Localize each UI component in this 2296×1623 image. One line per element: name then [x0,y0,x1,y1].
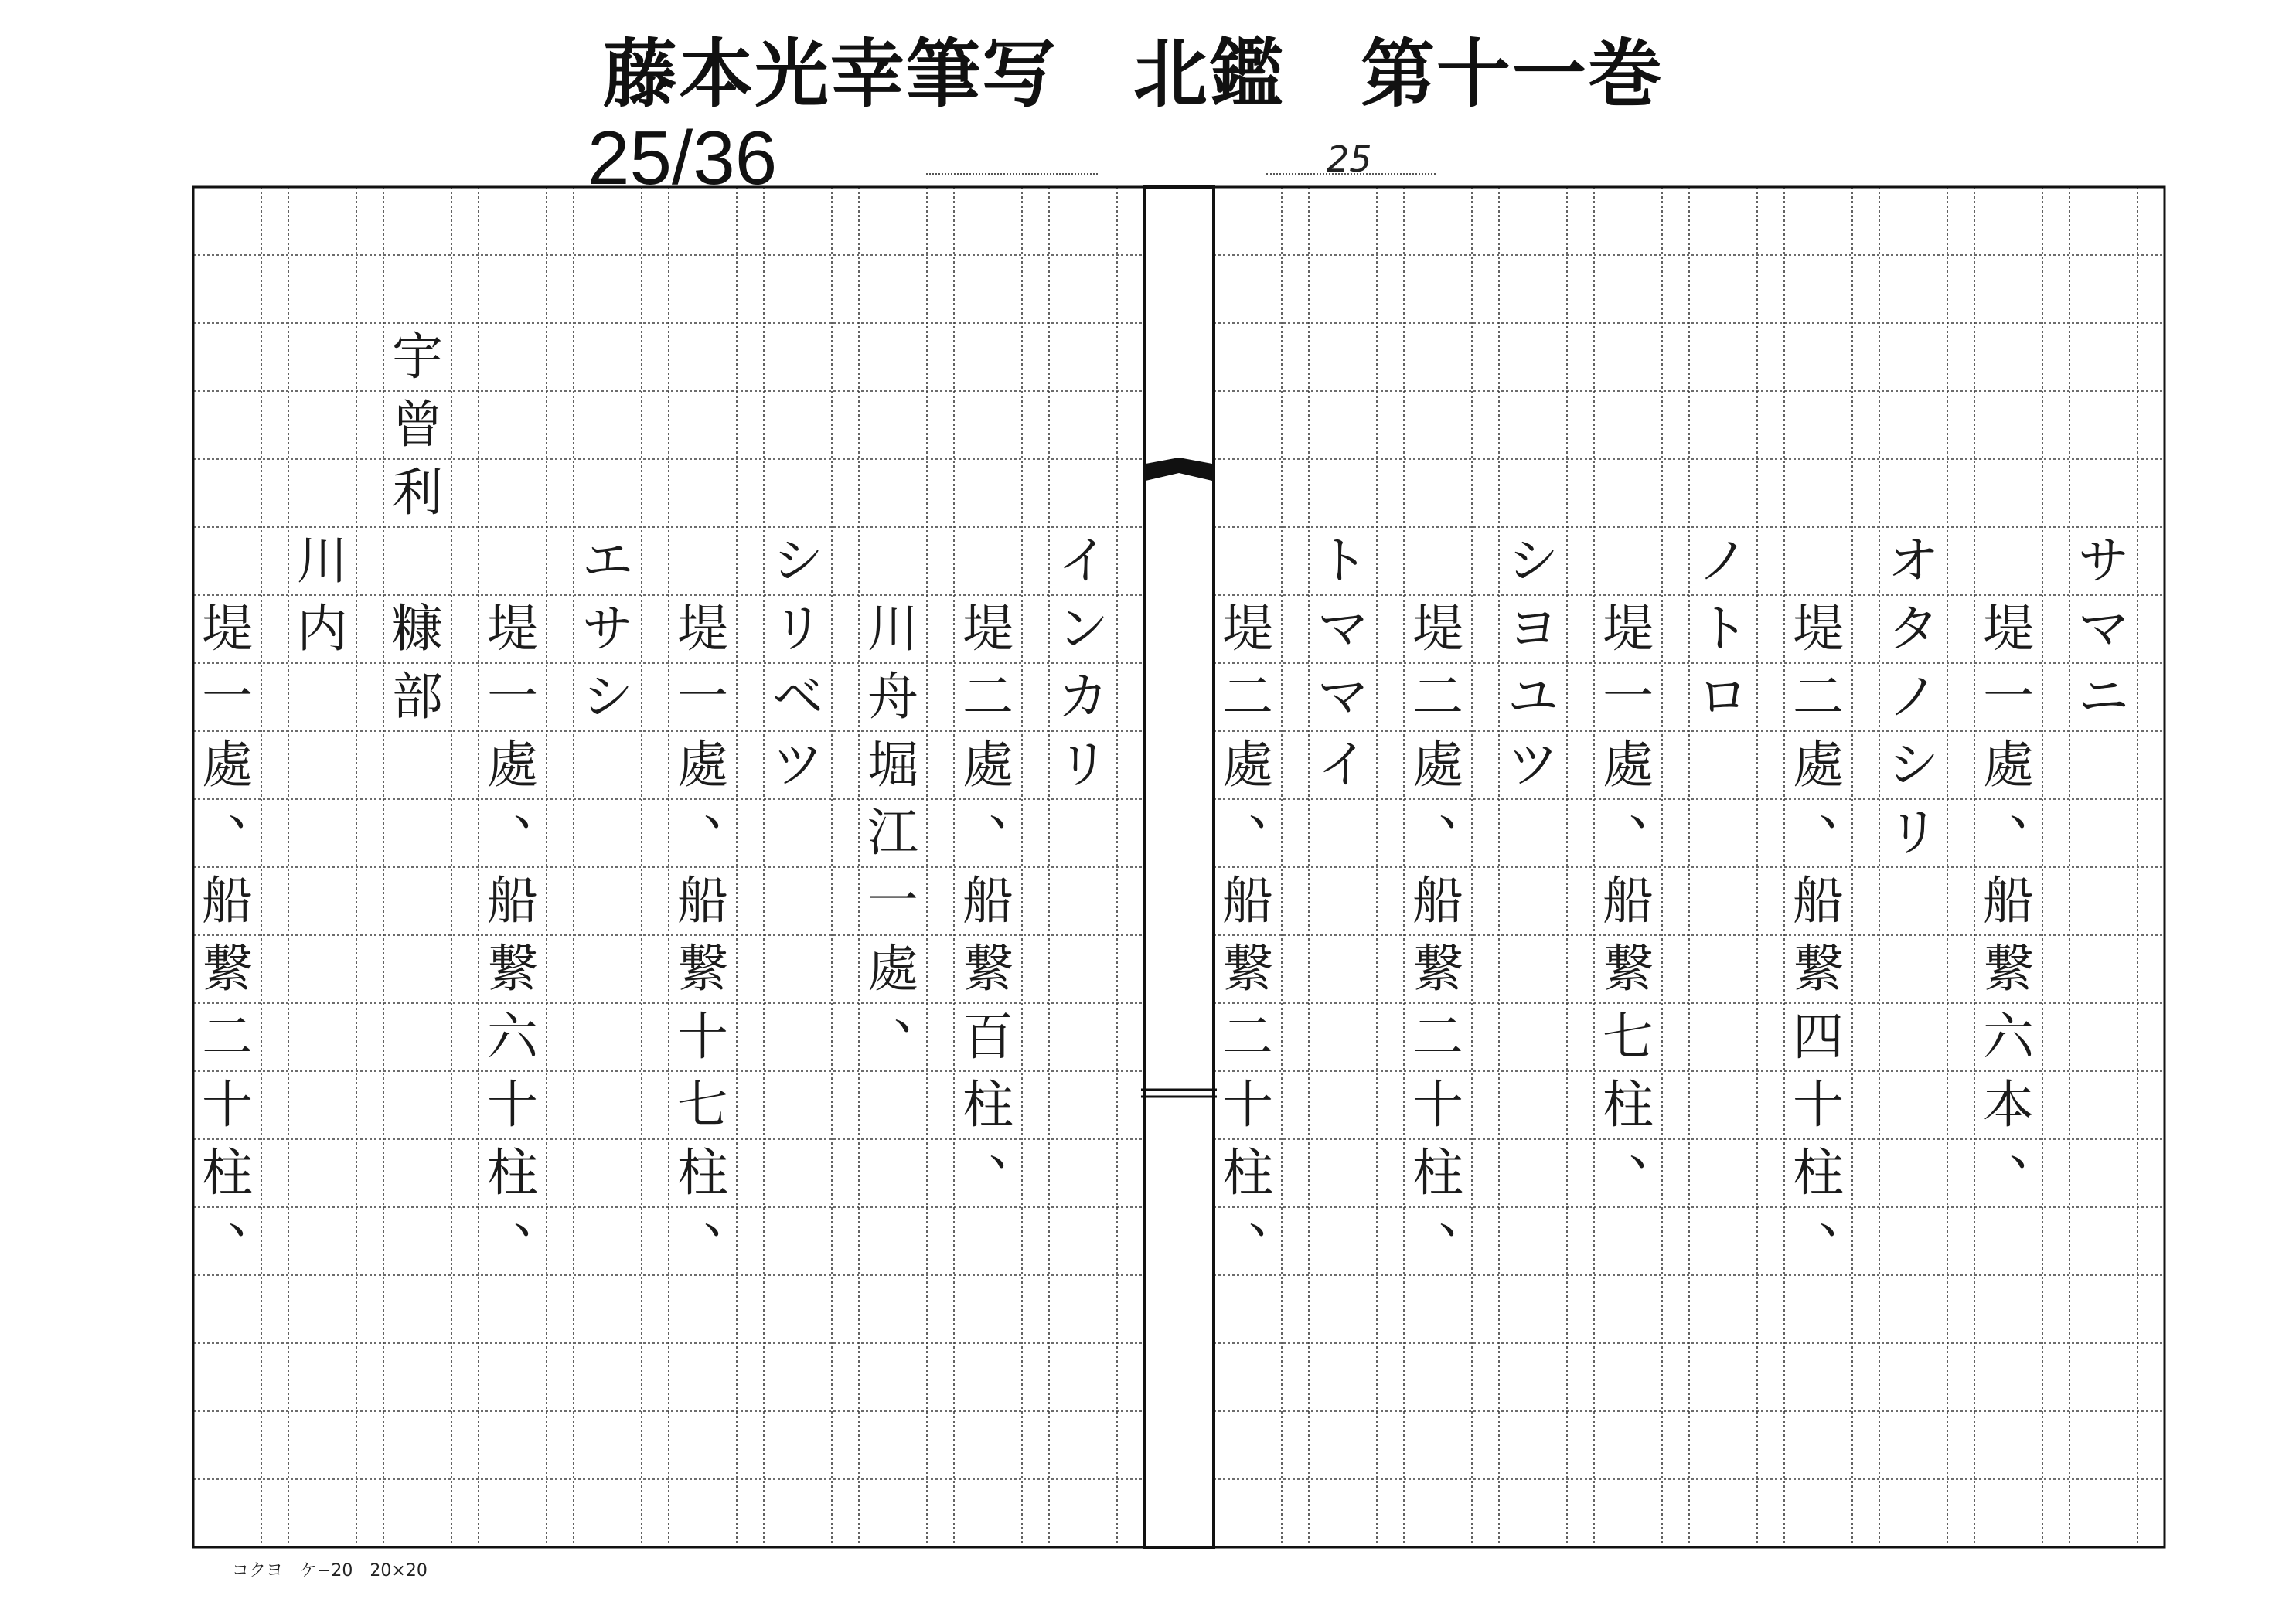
manuscript-character: シ [772,531,823,590]
manuscript-character: 一 [487,667,538,726]
manuscript-character: 船 [202,871,253,931]
manuscript-character: 柱 [202,1143,253,1203]
manuscript-character: 柱 [487,1143,538,1203]
manuscript-character: 一 [202,667,253,726]
manuscript-character: 堤 [1412,599,1463,658]
manuscript-character: 江 [867,803,918,863]
manuscript-character: 部 [392,667,443,726]
page-counter: 25/36 [588,115,778,200]
manuscript-character: 船 [1983,871,2034,931]
manuscript-character: 、 [513,777,564,836]
manuscript-character: 處 [962,735,1013,794]
manuscript-character: ノ [1888,667,1939,726]
manuscript-character: 、 [989,1117,1040,1176]
manuscript-character: 十 [202,1075,253,1135]
manuscript-character: 繋 [1983,939,2034,999]
manuscript-character: 、 [228,777,279,836]
manuscript-character: リ [1888,803,1939,863]
manuscript-character: 堀 [867,735,918,794]
manuscript-character: 船 [1222,871,1273,931]
manuscript-character: 川 [297,531,348,590]
center-gutter [1144,187,1214,1547]
manuscript-character: 船 [962,871,1013,931]
manuscript-character: シ [582,667,633,726]
manuscript-character: 處 [1793,735,1844,794]
manuscript-character: 一 [867,871,918,931]
manuscript-character: ツ [772,735,823,794]
manuscript-character: 、 [894,981,945,1040]
manuscript-character: 處 [1412,735,1463,794]
manuscript-character: 、 [228,1185,279,1244]
manuscript-character: マ [1317,599,1368,658]
manuscript-character: 堤 [1222,599,1273,658]
manuscript-character: 六 [487,1007,538,1067]
manuscript-character: 繋 [1793,939,1844,999]
manuscript-character: イ [1317,735,1368,794]
manuscript-character: 、 [1248,777,1300,836]
manuscript-character: 、 [1248,1185,1300,1244]
manuscript-character: タ [1888,599,1939,658]
manuscript-character: カ [1058,667,1109,726]
manuscript-character: 堤 [202,599,253,658]
manuscript-character: 二 [202,1007,253,1067]
manuscript-character: 十 [1222,1075,1273,1135]
manuscript-character: 堤 [1983,599,2034,658]
manuscript-character: 、 [1439,777,1490,836]
manuscript-character: 繋 [487,939,538,999]
manuscript-character: ト [1698,599,1749,658]
manuscript-character: 、 [2009,777,2060,836]
manuscript-character: 内 [297,599,348,658]
manuscript-character: 堤 [487,599,538,658]
manuscript-character: マ [2078,599,2129,658]
manuscript-character: 、 [513,1185,564,1244]
manuscript-character: 船 [1412,871,1463,931]
manuscript-character: 二 [1793,667,1844,726]
handwritten-page-number: 25 [1327,138,1372,180]
manuscript-character: 處 [1222,735,1273,794]
manuscript-character: 船 [487,871,538,931]
manuscript-character: 繋 [1412,939,1463,999]
manuscript-character: 處 [202,735,253,794]
manuscript-character: ロ [1698,667,1749,726]
manuscript-character: 繋 [677,939,728,999]
manuscript-character: ユ [1507,667,1558,726]
manuscript-character: 、 [989,777,1040,836]
manuscript-character: 柱 [1222,1143,1273,1203]
manuscript-character: 二 [962,667,1013,726]
manuscript-character: 處 [867,939,918,999]
manuscript-character: 、 [1629,1117,1680,1176]
manuscript-character: ト [1317,531,1368,590]
manuscript-character: 處 [1603,735,1654,794]
manuscript-character: 七 [677,1075,728,1135]
manuscript-character: オ [1888,531,1939,590]
manuscript-character: 七 [1603,1007,1654,1067]
manuscript-character: 十 [1412,1075,1463,1135]
manuscript-character: 一 [1983,667,2034,726]
manuscript-character: 、 [1819,1185,1870,1244]
manuscript-character: サ [2078,531,2129,590]
manuscript-character: 十 [1793,1075,1844,1135]
paper-maker-label: コクヨ ケ−20 20×20 [232,1561,428,1580]
manuscript-character: 糠 [392,599,443,658]
manuscript-character: エ [582,531,633,590]
manuscript-character: 繋 [202,939,253,999]
manuscript-character: マ [1317,667,1368,726]
manuscript-character: ベ [772,667,823,726]
manuscript-character: 川 [867,599,918,658]
manuscript-character: 百 [962,1007,1013,1067]
manuscript-character: サ [582,599,633,658]
manuscript-character: 利 [392,463,443,522]
manuscript-character: イ [1058,531,1109,590]
manuscript-character: ヨ [1507,599,1558,658]
manuscript-character: 柱 [1412,1143,1463,1203]
manuscript-character: 宇 [392,327,443,386]
manuscript-character: 堤 [1603,599,1654,658]
manuscript-character: シ [1888,735,1939,794]
manuscript-character: 處 [677,735,728,794]
manuscript-character: 十 [677,1007,728,1067]
manuscript-character: 繋 [1222,939,1273,999]
manuscript-character: 處 [1983,735,2034,794]
manuscript-character: 六 [1983,1007,2034,1067]
manuscript-character: 堤 [677,599,728,658]
manuscript-character: 本 [1983,1075,2034,1135]
manuscript-character: 四 [1793,1007,1844,1067]
manuscript-character: 堤 [1793,599,1844,658]
manuscript-character: ツ [1507,735,1558,794]
manuscript-character: 二 [1412,667,1463,726]
manuscript-character: 一 [1603,667,1654,726]
manuscript-character: 繋 [962,939,1013,999]
manuscript-character: 船 [677,871,728,931]
manuscript-character: 二 [1222,667,1273,726]
manuscript-character: 二 [1222,1007,1273,1067]
manuscript-character: 堤 [962,599,1013,658]
manuscript-character: 柱 [1603,1075,1654,1135]
manuscript-character: 、 [1819,777,1870,836]
manuscript-character: 柱 [962,1075,1013,1135]
manuscript-character: 柱 [677,1143,728,1203]
manuscript-character: 、 [1629,777,1680,836]
manuscript-character: 處 [487,735,538,794]
manuscript-character: ン [1058,599,1109,658]
manuscript-character: 十 [487,1075,538,1135]
document-title: 藤本光幸筆写 北鑑 第十一巻 [603,31,1664,117]
manuscript-character: 曾 [392,395,443,454]
manuscript-character: 二 [1412,1007,1463,1067]
manuscript-character: ニ [2078,667,2129,726]
manuscript-character: 、 [1439,1185,1490,1244]
manuscript-character: 繋 [1603,939,1654,999]
manuscript-character: 一 [677,667,728,726]
manuscript-character: 、 [703,1185,755,1244]
manuscript-character: ノ [1698,531,1749,590]
manuscript-character: リ [772,599,823,658]
manuscript-character: 、 [703,777,755,836]
manuscript-character: 舟 [867,667,918,726]
manuscript-character: リ [1058,735,1109,794]
manuscript-character: 船 [1603,871,1654,931]
manuscript-character: 、 [2009,1117,2060,1176]
manuscript-character: シ [1507,531,1558,590]
manuscript-character: 船 [1793,871,1844,931]
manuscript-character: 柱 [1793,1143,1844,1203]
